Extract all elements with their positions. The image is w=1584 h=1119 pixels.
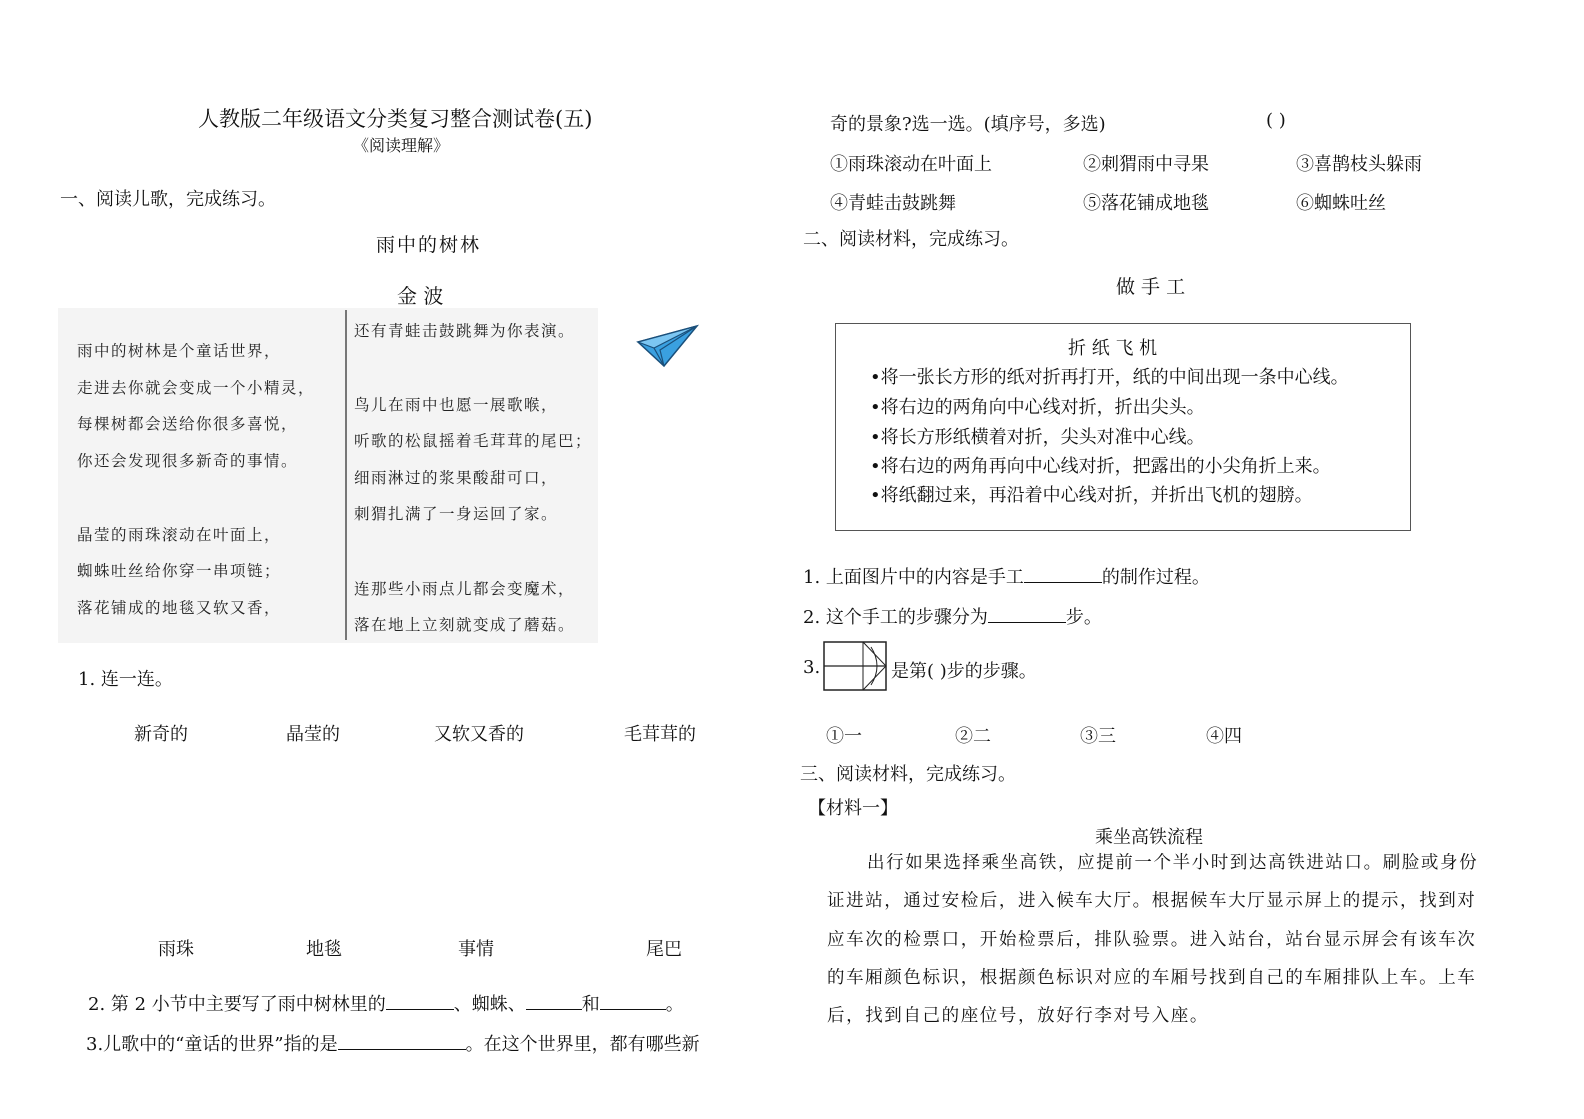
match-bottom-item[interactable]: 地毯 xyxy=(306,939,342,960)
option[interactable]: ③喜鹊枝头躲雨 xyxy=(1296,154,1422,175)
poem-title: 雨中的树林 xyxy=(376,234,482,256)
answer-blank[interactable] xyxy=(600,990,666,1010)
poem-line: 连那些小雨点儿都会变魔术， xyxy=(354,580,576,598)
step-item: •将右边的两角向中心线对折，折出尖头。 xyxy=(870,397,1205,418)
page-title: 人教版二年级语文分类复习整合测试卷(五) xyxy=(198,107,593,131)
step-item: •将长方形纸横着对折，尖头对准中心线。 xyxy=(870,427,1205,448)
s2-q2-prefix: 2. 这个手工的步骤分为 xyxy=(803,607,988,628)
option[interactable]: ②二 xyxy=(955,726,991,747)
q3-continuation: 奇的景象?选一选。(填序号，多选) xyxy=(830,114,1106,135)
material-title: 乘坐高铁流程 xyxy=(1095,827,1203,848)
section2-heading: 二、阅读材料，完成练习。 xyxy=(803,229,1019,250)
q3-suffix: 。在这个世界里，都有哪些新 xyxy=(465,1034,700,1055)
section2-title: 做 手 工 xyxy=(1116,276,1186,298)
match-bottom-item[interactable]: 尾巴 xyxy=(646,939,682,960)
match-bottom-item[interactable]: 事情 xyxy=(458,939,494,960)
page-subtitle: 《阅读理解》 xyxy=(353,136,450,155)
material-label: 【材料一】 xyxy=(808,798,898,819)
poem-divider xyxy=(345,310,347,640)
option[interactable]: ④青蛙击鼓跳舞 xyxy=(830,193,956,214)
option[interactable]: ⑥蜘蛛吐丝 xyxy=(1296,193,1386,214)
q3-prefix: 3.儿歌中的“童话的世界”指的是 xyxy=(86,1034,338,1055)
s2-q1-prefix: 1. 上面图片中的内容是手工 xyxy=(803,567,1024,588)
answer-paren[interactable]: ( ) xyxy=(1266,110,1286,131)
poem-author: 金 波 xyxy=(397,284,444,308)
s2-q1-suffix: 的制作过程。 xyxy=(1101,567,1210,588)
answer-blank[interactable] xyxy=(338,1030,466,1050)
option[interactable]: ①一 xyxy=(826,726,862,747)
poem-line: 听歌的松鼠摇着毛茸茸的尾巴； xyxy=(354,432,593,450)
answer-blank[interactable] xyxy=(988,603,1066,623)
s2-q1-line xyxy=(803,563,1210,589)
option[interactable]: ④四 xyxy=(1206,726,1242,747)
q1-label: 1. 连一连。 xyxy=(78,669,173,690)
poem-line: 落在地上立刻就变成了蘑菇。 xyxy=(354,616,576,634)
option[interactable]: ③三 xyxy=(1080,726,1116,747)
poem-line: 晶莹的雨珠滚动在叶面上， xyxy=(77,526,282,544)
answer-blank[interactable] xyxy=(1024,563,1102,583)
match-top-item[interactable]: 又软又香的 xyxy=(434,724,524,745)
option[interactable]: ⑤落花铺成地毯 xyxy=(1083,193,1209,214)
answer-blank[interactable] xyxy=(526,990,582,1010)
q2-mid2: 和 xyxy=(581,994,600,1015)
paragraph-line: 出行如果选择乘坐高铁，应提前一个半小时到达高铁进站口。刷脸或身份 xyxy=(867,853,1479,873)
match-top-item[interactable]: 新奇的 xyxy=(134,724,188,745)
paragraph-line: 证进站，通过安检后，进入候车大厅。根据候车大厅显示屏上的提示，找到对 xyxy=(827,891,1477,911)
section3-heading: 三、阅读材料，完成练习。 xyxy=(800,764,1016,785)
folded-paper-icon xyxy=(823,641,889,693)
paper-plane-icon xyxy=(636,322,700,368)
paragraph-line: 后，找到自己的座位号，放好行李对号入座。 xyxy=(827,1006,1209,1026)
answer-blank[interactable] xyxy=(386,990,454,1010)
poem-line: 走进去你就会变成一个小精灵， xyxy=(77,379,316,397)
step-item: •将纸翻过来，再沿着中心线对折，并折出飞机的翅膀。 xyxy=(870,485,1313,506)
q2-end: 。 xyxy=(665,994,684,1015)
poem-line: 雨中的树林是个童话世界， xyxy=(77,342,282,360)
poem-line: 每棵树都会送给你很多喜悦， xyxy=(77,415,299,433)
q2-mid1: 、蜘蛛、 xyxy=(453,994,526,1015)
q2-prefix: 2. 第 2 小节中主要写了雨中树林里的 xyxy=(88,994,386,1015)
poem-line: 你还会发现很多新奇的事情。 xyxy=(77,452,299,470)
match-top-item[interactable]: 毛茸茸的 xyxy=(624,724,696,745)
s2-q2-suffix: 步。 xyxy=(1065,607,1102,628)
step-item: •将右边的两角再向中心线对折，把露出的小尖角折上来。 xyxy=(870,456,1331,477)
s2-q3-text: 是第( )步的步骤。 xyxy=(891,661,1037,682)
paragraph-line: 应车次的检票口，开始检票后，排队验票。进入站台，站台显示屏会有该车次 xyxy=(827,930,1477,950)
option[interactable]: ②刺猬雨中寻果 xyxy=(1083,154,1209,175)
option[interactable]: ①雨珠滚动在叶面上 xyxy=(830,154,992,175)
section1-heading: 一、阅读儿歌，完成练习。 xyxy=(60,189,276,210)
poem-line: 还有青蛙击鼓跳舞为你表演。 xyxy=(354,322,576,340)
match-bottom-item[interactable]: 雨珠 xyxy=(158,939,194,960)
box-title: 折 纸 飞 机 xyxy=(1068,338,1158,359)
poem-line: 刺猬扎满了一身运回了家。 xyxy=(354,505,559,523)
q2-line xyxy=(88,990,684,1016)
s2-q2-line xyxy=(803,603,1102,629)
step-item: •将一张长方形的纸对折再打开，纸的中间出现一条中心线。 xyxy=(870,367,1349,388)
poem-line: 细雨淋过的浆果酸甜可口， xyxy=(354,469,559,487)
poem-line: 落花铺成的地毯又软又香， xyxy=(77,599,282,617)
match-top-item[interactable]: 晶莹的 xyxy=(286,724,340,745)
paragraph-line: 的车厢颜色标识，根据颜色标识对应的车厢号找到自己的车厢排队上车。上车 xyxy=(827,968,1477,988)
poem-line: 蜘蛛吐丝给你穿一串项链； xyxy=(77,562,282,580)
s2-q3-num: 3. xyxy=(803,657,821,678)
poem-line: 鸟儿在雨中也愿一展歌喉， xyxy=(354,396,559,414)
q3-line xyxy=(86,1030,700,1056)
